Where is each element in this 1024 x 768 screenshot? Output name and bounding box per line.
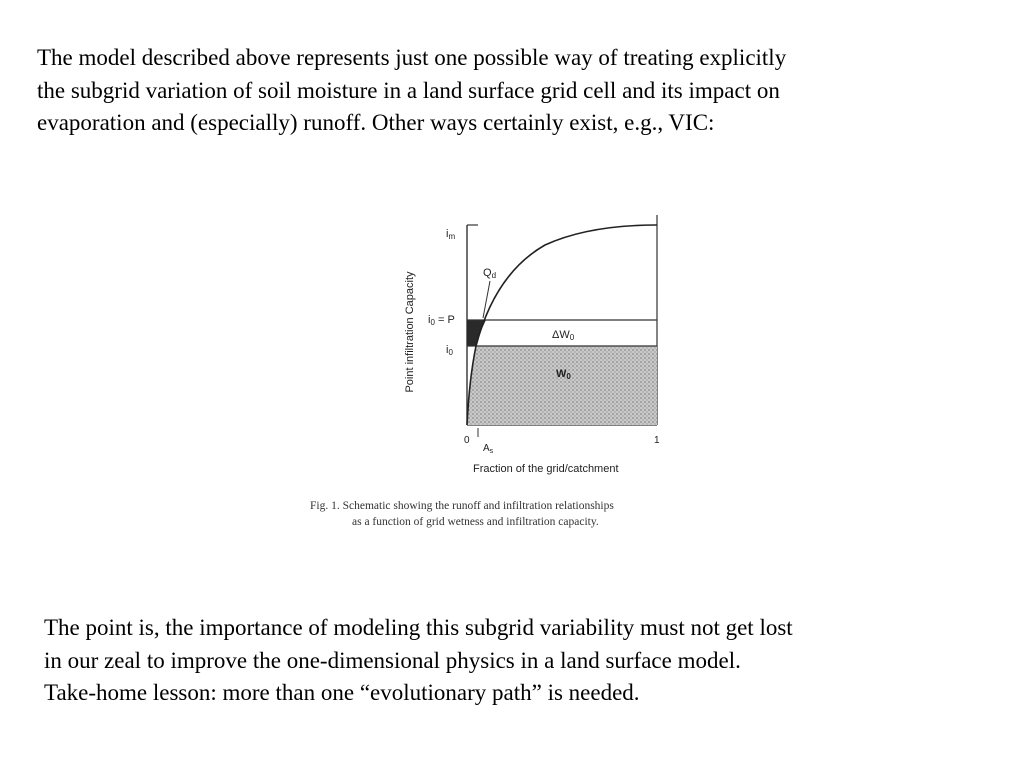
qd-pointer [483, 281, 490, 318]
x-tick-zero: 0 [464, 435, 470, 446]
y-axis-label: Point infiltration Capacity [404, 271, 416, 393]
x-tick-one: 1 [654, 435, 660, 446]
intro-line-2: the subgrid variation of soil moisture in a land surface grid cell and its impact on [37, 77, 780, 103]
w0-stippled-area [467, 346, 657, 425]
qd-label: Qd [483, 267, 497, 280]
intro-paragraph [37, 42, 786, 140]
im-label: im [446, 228, 456, 241]
i0p-label: i0 = P [428, 314, 455, 327]
x-axis-label: Fraction of the grid/catchment [473, 463, 619, 475]
vic-schematic-figure [300, 205, 770, 540]
intro-line-1: The model described above represents just one possible way of treating explicitly [37, 45, 787, 70]
vic-schematic-svg [300, 205, 770, 540]
figure-caption-line-2: as a function of grid wetness and infiltration capacity. [352, 516, 599, 528]
figure-caption-line-1: Fig. 1. Schematic showing the runoff and infiltration relationships [310, 500, 614, 512]
closing-line-3: Take-home lesson: more than one “evolutionary path” is needed. [44, 680, 640, 705]
intro-line-3: evaporation and (especially) runoff. Other ways certainly exist, e.g., VIC: [37, 110, 715, 135]
i0-label: i0 [446, 344, 453, 357]
as-label: $A_s$ [483, 443, 494, 455]
closing-paragraph [44, 612, 793, 710]
dw0-label: ΔW0 [552, 329, 575, 342]
closing-line-1: The point is, the importance of modeling this subgrid variability must not get lost [44, 615, 793, 640]
closing-line-2: in our zeal to improve the one-dimensional physics in a land surface model. [44, 647, 741, 673]
w0-label: W0 [556, 368, 571, 381]
